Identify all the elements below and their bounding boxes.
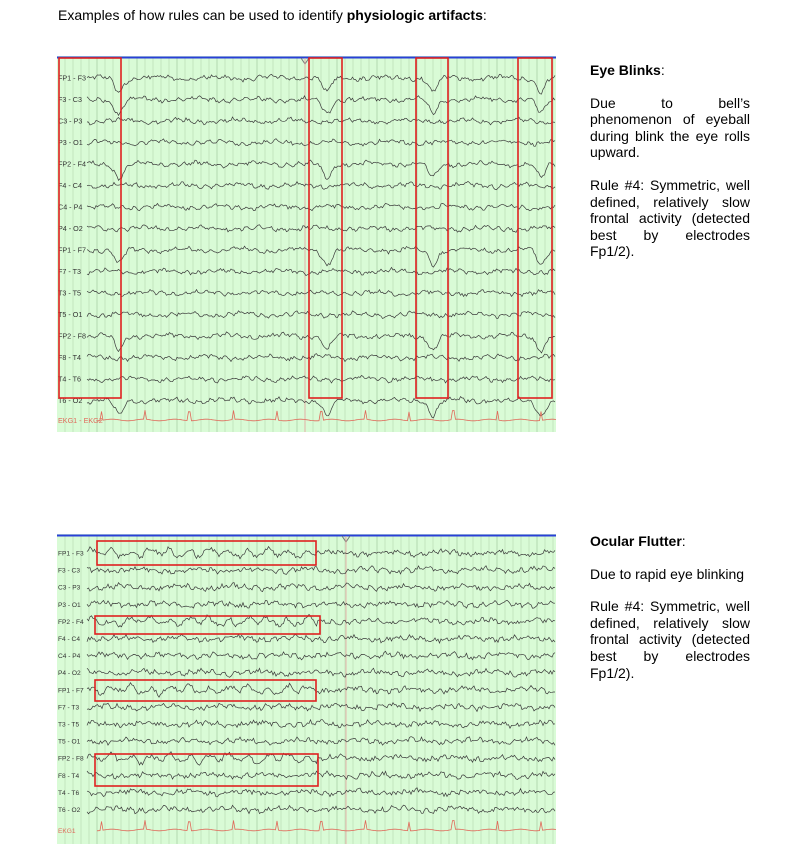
channel-label: F8 - T4 (58, 772, 80, 780)
eeg-ocular-flutter (57, 534, 556, 844)
eye-blinks-description (590, 62, 750, 276)
channel-label: T4 - T6 (58, 374, 82, 384)
channel-traces (58, 74, 555, 418)
channel-label: F7 - T3 (58, 267, 82, 276)
channel-label: P3 - O1 (58, 601, 81, 609)
intro-text (58, 7, 487, 23)
channel-label: FP1 - F3 (58, 550, 84, 558)
eye-blinks-paragraph-2: Rule #4: Symmetric, well defined, relatively slow frontal activity (detected best by electrodes Fp1/2). (590, 176, 750, 260)
channel-label: F8 - T4 (58, 353, 82, 362)
ocular-flutter-paragraph-1: Due to rapid eye blinking (590, 565, 745, 582)
channel-label: T6 - O2 (58, 396, 83, 405)
channel-label: FP2 - F8 (58, 755, 84, 763)
eye-blinks-title: Eye Blinks (590, 62, 661, 78)
channel-label: F7 - T3 (58, 704, 80, 712)
grid-lines (65, 536, 553, 844)
channel-label: C4 - P4 (58, 202, 83, 212)
channel-label: F3 - C3 (58, 567, 80, 575)
channel-label: T6 - O2 (58, 807, 81, 814)
channel-label: FP1 - F7 (58, 245, 86, 255)
ocular-flutter-title-suffix: : (681, 533, 686, 549)
eeg-trace-area (57, 534, 556, 844)
ekg-trace (97, 820, 556, 831)
channel-label: T5 - O1 (58, 310, 83, 319)
channel-label: FP1 - F3 (58, 73, 86, 83)
channel-label: F3 - C3 (58, 95, 82, 104)
channel-label: P4 - O2 (58, 670, 81, 678)
ocular-flutter-title: Ocular Flutter (590, 533, 682, 549)
channel-label: T5 - O1 (58, 738, 81, 746)
ekg-label: EKG1 (58, 828, 76, 835)
channel-label: P3 - O1 (58, 138, 83, 147)
channel-label: FP2 - F4 (58, 618, 84, 626)
eeg-trace-area (57, 56, 556, 432)
channel-label: FP2 - F8 (58, 331, 86, 341)
ocular-flutter-description (590, 533, 750, 697)
channel-label: FP2 - F4 (58, 159, 86, 169)
channel-label: T4 - T6 (58, 789, 80, 797)
channel-label: F4 - C4 (58, 636, 80, 643)
channel-label: C3 - P3 (58, 584, 81, 592)
intro-bold: physiologic artifacts (346, 7, 483, 23)
eye-blinks-paragraph-1: Due to bell’s phenomenon of eyeball during blink the eye rolls upward. (590, 94, 750, 161)
channel-label: C3 - P3 (58, 116, 83, 126)
ekg-label: EKG1 - EKG2 (58, 416, 103, 425)
ocular-flutter-paragraph-2: Rule #4: Symmetric, well defined, relatively slow frontal activity (detected best by electrodes Fp1/2). (590, 598, 750, 681)
channel-label: FP1 - F7 (58, 687, 84, 695)
eye-blinks-title-suffix: : (660, 62, 665, 78)
channel-label: T3 - T5 (58, 288, 82, 298)
channel-label: F4 - C4 (58, 181, 82, 190)
eeg-eye-blinks (57, 56, 556, 432)
intro-suffix: : (482, 7, 487, 23)
channel-label: C4 - P4 (58, 653, 81, 661)
channel-label: P4 - O2 (58, 224, 83, 233)
intro-prefix: Examples of how rules can be used to identify (58, 7, 347, 23)
channel-label: T3 - T5 (58, 721, 80, 729)
